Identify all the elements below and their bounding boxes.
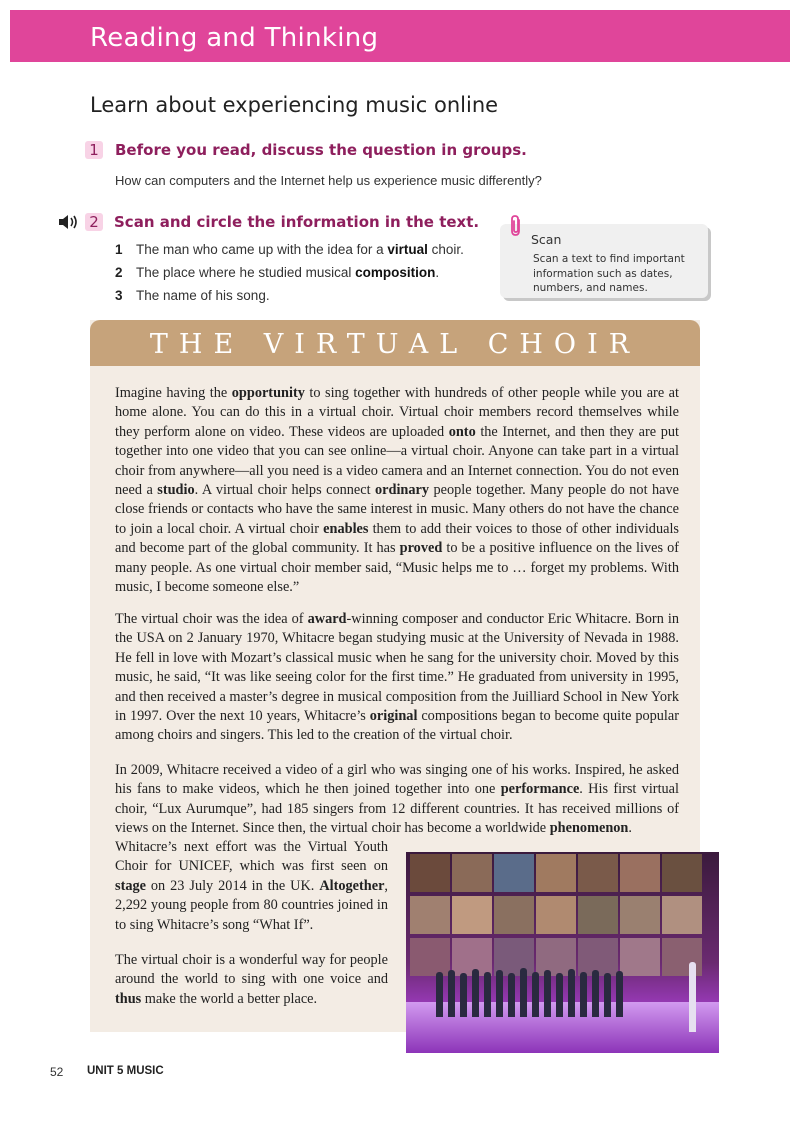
- audio-speaker-icon[interactable]: [58, 213, 80, 231]
- section-title: Reading and Thinking: [90, 23, 379, 53]
- task-1-instruction: Before you read, discuss the question in groups.: [115, 141, 527, 159]
- tip-title: Scan: [531, 232, 562, 247]
- virtual-choir-stage-photo: [406, 852, 719, 1053]
- scan-item: 2 The place where he studied musical composition.: [115, 265, 440, 280]
- tip-text: Scan a text to find important information such as dates, numbers, and names.: [533, 253, 685, 294]
- article-paragraph-1: Imagine having the opportunity to sing together with hundreds of other people while you are at home alone. You can do this in a virtual choir. Virtual choir members record themselves while they perform alone on video. These videos are uploaded onto the Internet, and then they are put together into one video that you can see online—a virtual choir. Anyone can take part in a virtual choir from anywhere—all you need is a video camera and an Internet connection. You do not even need a studio. A virtual choir helps connect ordinary people together. Many people do not have close friends or contacts who have the same interest in music. Many others do not have the chance to join a local choir. A virtual choir enables them to add their voices to those of other individuals and become part of the global community. It has proved to be a positive influence on the lives of many people. As one virtual choir member said, “Music helps me to … forget my problems. With music, I become someone else.”: [115, 385, 680, 596]
- scan-item: 1 The man who came up with the idea for a virtual choir.: [115, 242, 464, 257]
- scan-items-list: [115, 240, 464, 309]
- lesson-title: Learn about experiencing music online: [90, 93, 499, 117]
- task-1-number: 1: [85, 141, 103, 159]
- task-2-instruction: Scan and circle the information in the text.: [114, 213, 480, 231]
- unit-label: UNIT 5 MUSIC: [87, 1065, 164, 1077]
- paperclip-icon: [508, 214, 524, 238]
- article-paragraph-2: The virtual choir was the idea of award-winning composer and conductor Eric Whitacre. Born in the USA on 2 January 1970, Whitacre began studying music at the University of Nevada in 1988. He fell in love with Mozart’s classical music when he sang for the university choir. Moved by this music, he said, “It was like seeing color for the first time.” He graduated from university in 1995, and then received a master’s degree in musical composition from the Juilliard School in New York in 1997. Over the next 10 years, Whitacre’s original compositions began to become quite popular among choirs and singers. This led to the creation of the virtual choir.: [115, 611, 679, 744]
- article-title: THE VIRTUAL CHOIR: [149, 329, 641, 360]
- task-1-question: How can computers and the Internet help us experience music differently?: [115, 173, 542, 188]
- article-paragraph-3: In 2009, Whitacre received a video of a girl who was singing one of his works. Inspired, he asked his fans to make videos, which he then joined together into one performance. His first virtual choir, “Lux Aurumque”, had 185 singers from 12 different countries. It has received millions of views on the Internet. Since then, the virtual choir has become a worldwide phenomenon.: [115, 762, 680, 837]
- article-paragraph-4: The virtual choir is a wonderful way for people around the world to sing with one voice and thus make the world a better place.: [115, 952, 388, 1007]
- scan-item: 3 The name of his song.: [115, 288, 270, 303]
- article-paragraph-3-continued: Whitacre’s next effort was the Virtual Youth Choir for UNICEF, which was first seen on stage on 23 July 2014 in the UK. Altogether, 2,292 young people from 80 countries joined in to sing Whitacre’s song “What If”.: [115, 839, 388, 933]
- page-number: 52: [50, 1065, 64, 1079]
- task-2-number: 2: [85, 213, 103, 231]
